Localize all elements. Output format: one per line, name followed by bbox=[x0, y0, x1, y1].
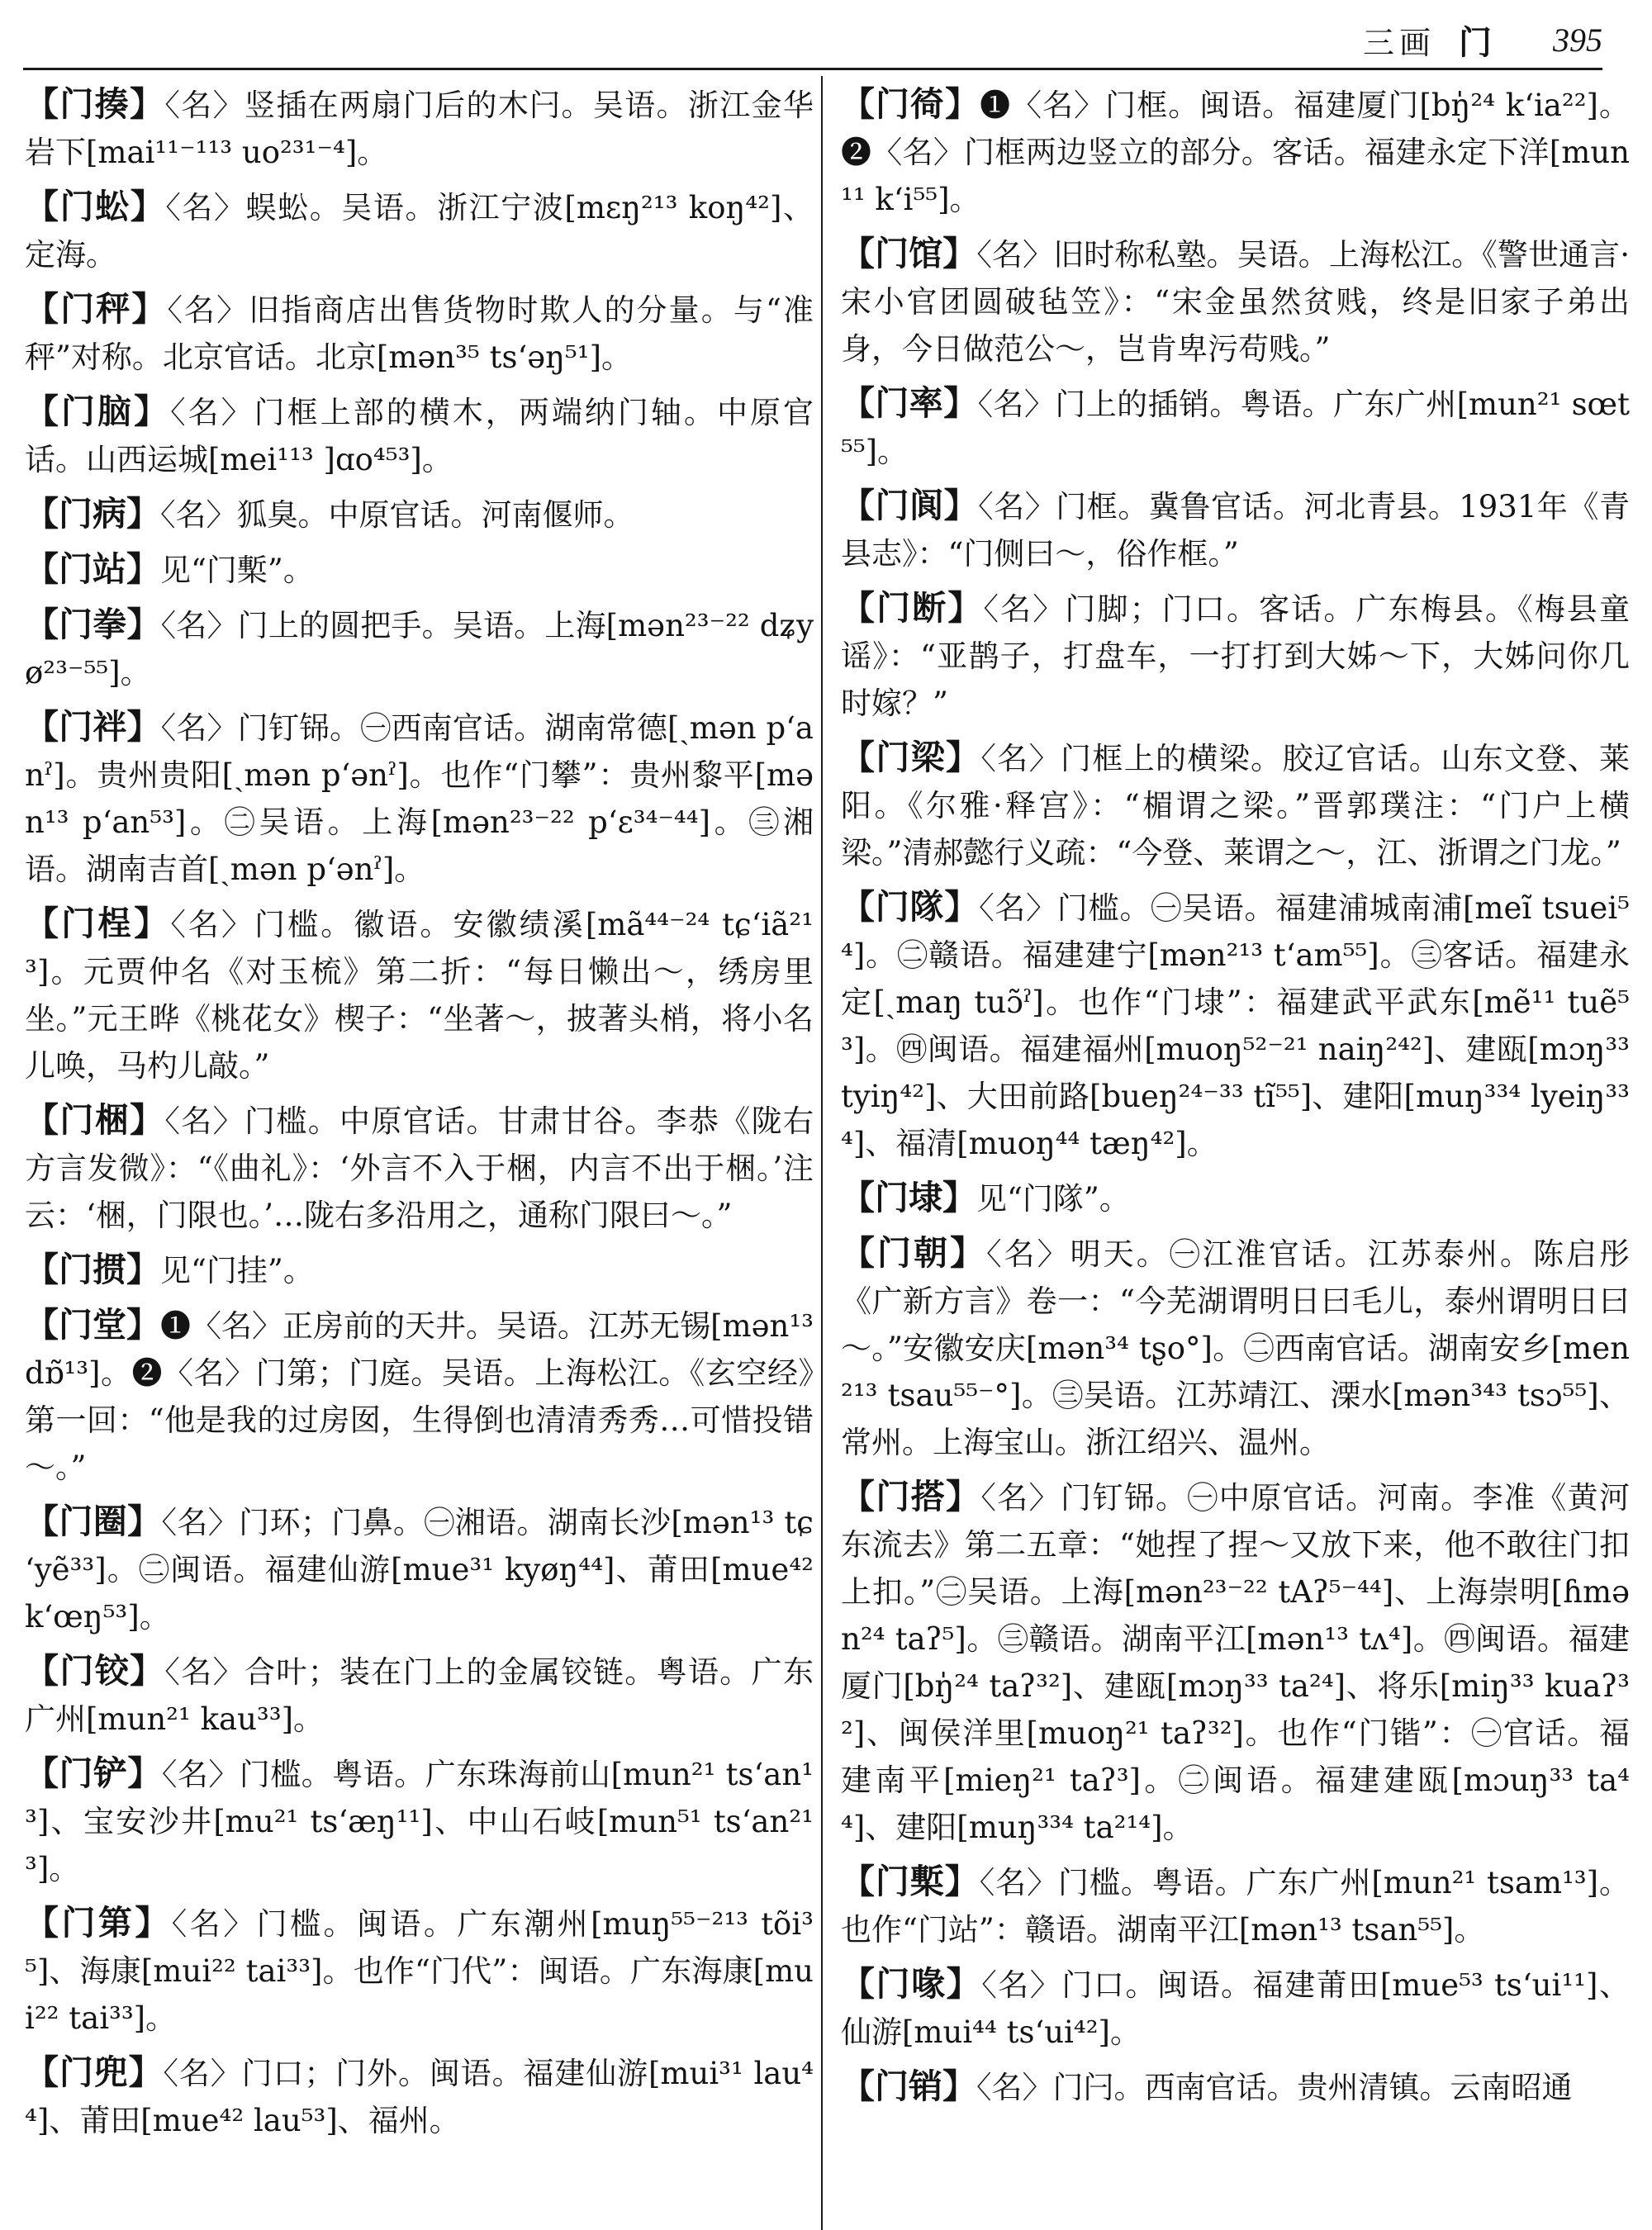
left-column bbox=[25, 81, 814, 2152]
entry-definition: ❶〈名〉正房前的天井。吴语。江苏无锡[mən¹³ dɒ̃¹³]。❷〈名〉门第；门庭。吴语。上海松江。《玄空经》第一回：“他是我的过房囡，生得倒也清清秀秀…可惜投错～。” bbox=[25, 1308, 814, 1485]
dictionary-entry bbox=[25, 1302, 814, 1491]
entry-headword: 【门铲】 bbox=[25, 1753, 162, 1793]
entry-headword: 【门断】 bbox=[841, 588, 984, 628]
dictionary-entry bbox=[25, 183, 814, 278]
entry-headword: 【门站】 bbox=[25, 549, 160, 589]
entry-headword: 【门铰】 bbox=[25, 1651, 165, 1691]
dictionary-entry bbox=[25, 1750, 814, 1892]
entry-definition: 〈名〉门槛。粤语。广东珠海前山[mun²¹ tsʻan¹³]、宝安沙井[mu²¹ tsʻæŋ¹¹]、中山石岐[mun⁵¹ tsʻan²¹³]。 bbox=[25, 1757, 814, 1886]
dictionary-entry bbox=[25, 2049, 814, 2144]
entry-headword: 【门袢】 bbox=[25, 707, 161, 747]
header-rule bbox=[23, 68, 1602, 70]
dictionary-entry bbox=[25, 1498, 814, 1640]
entry-definition: ❶〈名〉门框。闽语。福建厦门[bŋ̍²⁴ kʻia²²]。❷〈名〉门框两边竖立的部分。客话。福建永定下洋[mun¹¹ kʻi⁵⁵]。 bbox=[841, 88, 1630, 217]
entry-definition: 〈名〉门钉铞。㊀西南官话。湖南常德[ˏmən pʻanˀ]。贵州贵阳[ˏmən pʻənˀ]。也作“门攀”：贵州黎平[mən¹³ pʻan⁵³]。㊁吴语。上海[mən²³⁻²² pʻɛ³⁴⁻⁴⁴]。㊂湘语。湖南吉首[ˏmən pʻənˀ]。 bbox=[25, 710, 814, 887]
entry-definition: 〈名〉明天。㊀江淮官话。江苏泰州。陈启彤《广新方言》卷一：“今芜湖谓明日曰毛儿，泰州谓明日曰～。”安徽安庆[mən³⁴ tʂo°]。㊁西南官话。湖南安乡[men²¹³ tsau⁵⁵⁻°]。㊂吴语。江苏靖江、溧水[mən³⁴³ tsɔ⁵⁵]、常州。上海宝山。浙江绍兴、温州。 bbox=[841, 1236, 1631, 1460]
dictionary-entry bbox=[841, 734, 1630, 876]
entry-headword: 【门梱】 bbox=[25, 1100, 165, 1140]
entry-definition: 〈名〉门口。闽语。福建莆田[mue⁵³ tsʻui¹¹]、仙游[mui⁴⁴ tsʻui⁴²]。 bbox=[841, 1967, 1630, 2050]
entry-definition: 〈名〉门框。冀鲁官话。河北青县。1931年《青县志》：“门侧曰～，俗作框。” bbox=[841, 489, 1631, 572]
right-column bbox=[841, 81, 1630, 2118]
entry-headword: 【门阆】 bbox=[841, 486, 979, 525]
entry-headword: 【门徛】 bbox=[841, 84, 980, 124]
entry-headword: 【门埭】 bbox=[841, 1178, 976, 1217]
entry-definition: 〈名〉门槛。徽语。安徽绩溪[mã⁴⁴⁻²⁴ tɕʻiã²¹³]。元贾仲名《对玉梳》第二折：“每日懒出～，绣房里坐。”元王晔《桃花女》楔子：“坐著～，披著头梢，将小名儿唤，马杓儿敲。” bbox=[25, 907, 814, 1084]
entry-definition: 〈名〉门钉铞。㊀中原官话。河南。李准《黄河东流去》第二五章：“她捏了捏～又放下来，他不敢往门扣上扣。”㊁吴语。上海[mən²³⁻²² tAʔ⁵⁻⁴⁴]、上海崇明[ɦmən²⁴ taʔ⁵]。㊂赣语。湖南平江[mən¹³ tʌ⁴]。㊃闽语。福建厦门[bŋ̍²⁴ taʔ³²]、建瓯[mɔŋ³³ ta²⁴]、将乐[miŋ³³ kuaʔ³²]、闽侯洋里[muoŋ²¹ taʔ³²]。也作“门锴”：㊀官话。福建南平[mieŋ²¹ taʔ³]。㊁闽语。福建建瓯[mɔuŋ³³ ta⁴⁴]、建阳[muŋ³³⁴ ta²¹⁴]。 bbox=[841, 1480, 1631, 1845]
section-label: 三画 bbox=[1362, 24, 1436, 61]
radical-label: 门 bbox=[1459, 22, 1492, 62]
entry-headword: 【门蚣】 bbox=[25, 187, 166, 226]
entry-definition: 〈名〉门上的圆把手。吴语。上海[mən²³⁻²² dʑyø²³⁻⁵⁵]。 bbox=[25, 608, 814, 690]
entry-headword: 【门堂】 bbox=[25, 1305, 161, 1345]
entry-headword: 【门喙】 bbox=[841, 1964, 982, 2004]
entry-headword: 【门脑】 bbox=[25, 391, 171, 431]
entry-definition: 〈名〉门槛。㊀吴语。福建浦城南浦[meĩ tsuei⁵⁴]。㊁赣语。福建建宁[mən²¹³ tʻam⁵⁵]。㊂客话。福建永定[ˏmaŋ tuɔ̃ˀ]。也作“门埭”：福建武平武东[mẽ¹¹ tuẽ⁵³]。㊃闽语。福建福州[muoŋ⁵²⁻²¹ naiŋ²⁴²]、建瓯[mɔŋ³³ tyiŋ⁴²]、大田前路[bueŋ²⁴⁻³³ tĩ⁵⁵]、建阳[muŋ³³⁴ lyeiŋ³³⁴]、福清[muoŋ⁴⁴ tæŋ⁴²]。 bbox=[841, 890, 1630, 1161]
dictionary-entry bbox=[841, 482, 1630, 577]
entry-headword: 【门率】 bbox=[841, 383, 978, 423]
entry-definition: 〈名〉蜈蚣。吴语。浙江宁波[mɛŋ²¹³ koŋ⁴²]、定海。 bbox=[25, 190, 814, 273]
dictionary-entry bbox=[25, 1648, 814, 1743]
entry-definition: 〈名〉狐臭。中原官话。河南偃师。 bbox=[160, 497, 634, 533]
dictionary-entry bbox=[841, 1961, 1630, 2056]
dictionary-entry bbox=[841, 2063, 1630, 2111]
dictionary-entry bbox=[25, 1097, 814, 1239]
dictionary-entry bbox=[841, 1174, 1630, 1222]
entry-definition: 〈名〉门槛。中原官话。甘肃甘谷。李恭《陇右方言发微》：“《曲礼》：‘外言不入于梱，内言不出于梱。’注云：‘梱，门限也。’…陇右多沿用之，通称门限曰～。” bbox=[25, 1103, 814, 1233]
dictionary-entry bbox=[25, 81, 814, 176]
entry-definition: 〈名〉竖插在两扇门后的木闩。吴语。浙江金华岩下[mai¹¹⁻¹¹³ uo²³¹⁻⁴]。 bbox=[25, 88, 814, 170]
entry-definition: 见“门槧”。 bbox=[160, 553, 314, 588]
entry-headword: 【门病】 bbox=[25, 494, 160, 534]
dictionary-entry bbox=[25, 900, 814, 1089]
entry-definition: 〈名〉门闩。西南官话。贵州清镇。云南昭通 bbox=[976, 2070, 1573, 2105]
entry-definition: 〈名〉门脚；门口。客话。广东梅县。《梅县童谣》：“亚鹊子，打盘车，一打打到大姊～下，大姊问你几时嫁？” bbox=[841, 591, 1630, 721]
entry-headword: 【门拳】 bbox=[25, 605, 161, 644]
entry-headword: 【门槧】 bbox=[841, 1862, 980, 1901]
entry-headword: 【门第】 bbox=[25, 1903, 172, 1943]
dictionary-entry bbox=[841, 1858, 1630, 1953]
column-divider bbox=[821, 76, 823, 2230]
entry-definition: 〈名〉合叶；装在门上的金属铰链。粤语。广东广州[mun²¹ kau³³]。 bbox=[25, 1654, 814, 1737]
dictionary-entry bbox=[841, 585, 1630, 727]
page-header bbox=[1363, 15, 1602, 64]
dictionary-entry bbox=[841, 1473, 1630, 1851]
dictionary-entry bbox=[25, 388, 814, 483]
dictionary-entry bbox=[841, 81, 1630, 223]
dictionary-entry bbox=[841, 1230, 1630, 1466]
dictionary-entry bbox=[25, 704, 814, 893]
dictionary-entry bbox=[841, 884, 1630, 1167]
entry-headword: 【门揍】 bbox=[25, 84, 165, 124]
entry-headword: 【门梁】 bbox=[841, 738, 981, 777]
entry-definition: 〈名〉旧时称私塾。吴语。上海松江。《警世通言·宋小官团圆破毡笠》：“宋金虽然贫贱，终是旧家子弟出身，今日做范公～，岂肯卑污苟贱。” bbox=[841, 237, 1630, 367]
entry-definition: 〈名〉门框上的横梁。胶辽官话。山东文登、莱阳。《尔雅·释宫》：“楣谓之梁。”晋郭璞注：“门户上横梁。”清郝懿行义疏：“今登、莱谓之～，江、浙谓之门龙。” bbox=[841, 741, 1631, 871]
dictionary-entry bbox=[25, 546, 814, 594]
entry-headword: 【门朝】 bbox=[841, 1233, 987, 1273]
dictionary-entry bbox=[841, 230, 1630, 372]
dictionary-entry bbox=[25, 1900, 814, 2042]
entry-headword: 【门隊】 bbox=[841, 887, 980, 927]
dictionary-entry bbox=[841, 380, 1630, 475]
entry-definition: 〈名〉旧指商店出售货物时欺人的分量。与“准秤”对称。北京官话。北京[mən³⁵ tsʻəŋ⁵¹]。 bbox=[25, 292, 814, 375]
entry-headword: 【门搭】 bbox=[841, 1477, 981, 1516]
entry-headword: 【门馆】 bbox=[841, 234, 977, 273]
entry-headword: 【门掼】 bbox=[25, 1250, 160, 1289]
entry-headword: 【门桯】 bbox=[25, 904, 171, 943]
entry-headword: 【门秤】 bbox=[25, 289, 168, 329]
entry-definition: 〈名〉门槛。闽语。广东潮州[muŋ⁵⁵⁻²¹³ tõi³⁵]、海康[mui²² tai³³]。也作“门代”：闽语。广东海康[mui²² tai³³]。 bbox=[25, 1906, 814, 2036]
entry-definition: 〈名〉门口；门外。闽语。福建仙游[mui³¹ lau⁴⁴]、莆田[mue⁴² lau⁵³]、福州。 bbox=[25, 2056, 814, 2138]
entry-definition: 〈名〉门框上部的横木，两端纳门轴。中原官话。山西运城[mei¹¹³ ]ɑo⁴⁵³]。 bbox=[25, 395, 814, 477]
entry-headword: 【门兜】 bbox=[25, 2052, 164, 2092]
dictionary-entry bbox=[25, 491, 814, 539]
dictionary-entry bbox=[25, 601, 814, 696]
entry-definition: 〈名〉门上的插销。粤语。广东广州[mun²¹ sœt⁵⁵]。 bbox=[841, 387, 1631, 469]
page-number: 395 bbox=[1553, 21, 1602, 59]
entry-definition: 〈名〉门槛。粤语。广东广州[mun²¹ tsam¹³]。也作“门站”：赣语。湖南平江[mən¹³ tsan⁵⁵]。 bbox=[841, 1865, 1630, 1948]
entry-definition: 〈名〉门环；门鼻。㊀湘语。湖南长沙[mən¹³ tɕʻyẽ³³]。㊁闽语。福建仙游[mue³¹ kyøŋ⁴⁴]、莆田[mue⁴² kʻœŋ⁵³]。 bbox=[25, 1505, 814, 1635]
entry-definition: 见“门挂”。 bbox=[160, 1253, 314, 1288]
dictionary-entry bbox=[25, 286, 814, 381]
dictionary-entry bbox=[25, 1246, 814, 1294]
entry-headword: 【门销】 bbox=[841, 2066, 976, 2106]
entry-headword: 【门圈】 bbox=[25, 1502, 162, 1541]
entry-definition: 见“门隊”。 bbox=[976, 1181, 1130, 1217]
